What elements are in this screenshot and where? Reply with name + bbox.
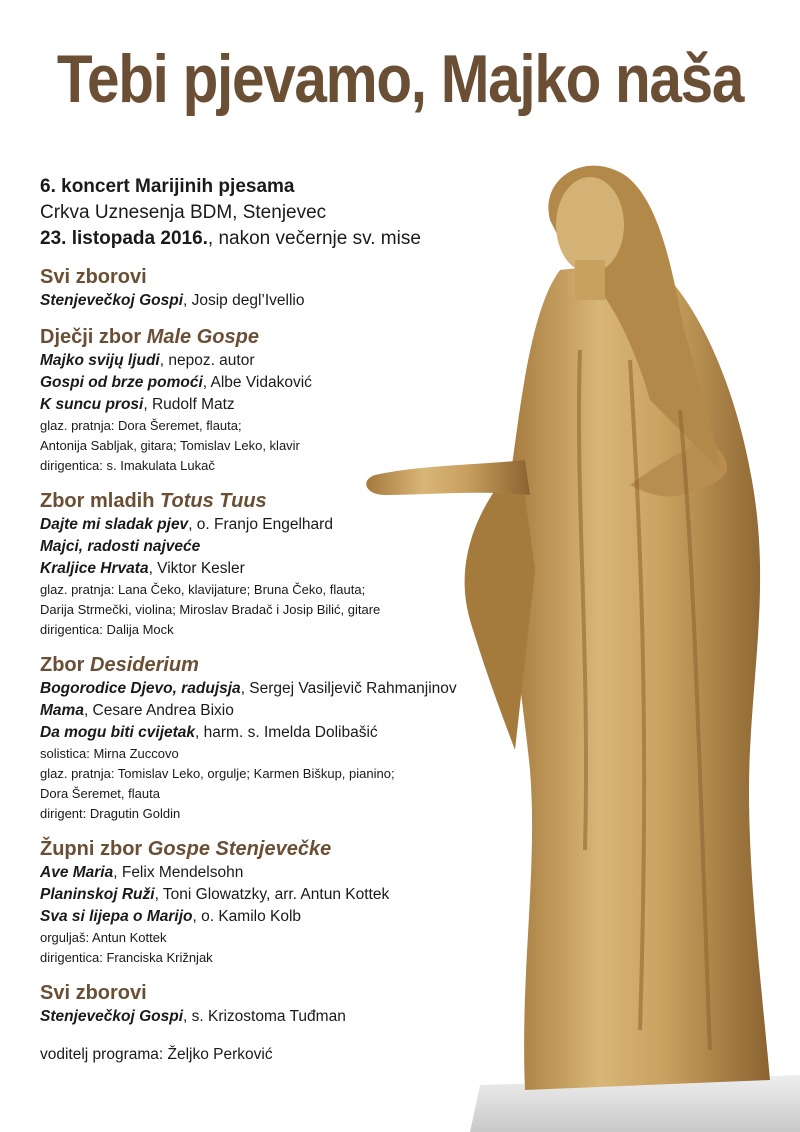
performer-note: Dora Šeremet, flauta: [40, 786, 160, 801]
choir-title: [40, 324, 560, 350]
song-composer: , Rudolf Matz: [143, 396, 235, 413]
song-composer: , harm. s. Imelda Dolibašić: [195, 724, 378, 741]
program-section: [40, 488, 560, 640]
song-item: [40, 884, 560, 906]
song-item: [40, 350, 560, 372]
song-composer: , nepoz. autor: [159, 352, 255, 369]
song-composer: , Sergej Vasiljevič Rahmanjinov: [240, 680, 457, 697]
concert-venue: Crkva Uznesenja BDM, Stenjevec: [40, 202, 327, 223]
song-title: Stenjevečkoj Gospi: [40, 292, 183, 309]
song-title: Majko svijų ljudi: [40, 352, 160, 369]
performer-note: dirigentica: Dalija Mock: [40, 622, 174, 637]
concert-date: 23. listopada 2016.: [40, 228, 208, 249]
song-title: Stenjevečkoj Gospi: [40, 1008, 183, 1025]
performer-note: glaz. pratnja: Lana Čeko, klavijature; Bruna Čeko, flauta;: [40, 582, 366, 597]
song-item: [40, 372, 560, 394]
song-title: Dajte mi sladak pjev: [40, 516, 189, 533]
song-composer: , s. Krizostoma Tuđman: [183, 1008, 346, 1025]
concert-intro: [40, 174, 560, 252]
performer-note: dirigentica: s. Imakulata Lukač: [40, 458, 215, 473]
song-title: Majci, radosti najveće: [40, 538, 201, 555]
program-sections: [40, 264, 560, 1028]
song-title: Da mogu biti cvijetak: [40, 724, 196, 741]
program-section: [40, 980, 560, 1028]
concert-name: 6. koncert Marijinih pjesama: [40, 176, 295, 197]
performer-note: glaz. pratnja: Tomislav Leko, orgulje; Karmen Biškup, pianino;: [40, 766, 395, 781]
song-title: Bogorodice Djevo, radujsja: [40, 680, 241, 697]
song-composer: , Toni Glowatzky, arr. Antun Kottek: [154, 886, 390, 903]
poster-title: Tebi pjevamo, Majko naša: [56, 41, 744, 117]
concert-time: , nakon večernje sv. mise: [207, 228, 421, 249]
performer-note: Darija Strmečki, violina; Miroslav Bradač i Josip Bilić, gitare: [40, 602, 381, 617]
program-host: voditelj programa: Željko Perković: [40, 1046, 273, 1063]
song-composer: , o. Kamilo Kolb: [192, 908, 302, 925]
song-item: [40, 1006, 560, 1028]
song-item: [40, 722, 560, 744]
choir-title-name: Totus Tuus: [160, 490, 267, 512]
choir-title-text: Zbor mladih: [40, 490, 160, 512]
choir-title-text: Župni zbor: [40, 838, 148, 860]
song-item: [40, 536, 560, 558]
program-section: [40, 836, 560, 968]
choir-title: [40, 488, 560, 514]
choir-title-text: Svi zborovi: [40, 982, 147, 1004]
choir-title-text: Dječji zbor: [40, 326, 147, 348]
song-composer: , Josip degl’Ivellio: [183, 292, 305, 309]
program-content: [40, 174, 560, 1066]
song-item: [40, 862, 560, 884]
song-item: [40, 394, 560, 416]
song-composer: , Albe Vidaković: [202, 374, 312, 391]
song-composer: , o. Franjo Engelhard: [188, 516, 333, 533]
song-title: Gospi od brze pomoći: [40, 374, 203, 391]
song-title: K suncu prosi: [40, 396, 144, 413]
performer-note: Antonija Sabljak, gitara; Tomislav Leko, klavir: [40, 438, 300, 453]
song-title: Ave Maria: [40, 864, 114, 881]
song-item: [40, 700, 560, 722]
choir-title-text: Zbor: [40, 654, 90, 676]
choir-title: [40, 980, 560, 1006]
program-section: [40, 264, 560, 312]
choir-title: [40, 836, 560, 862]
song-item: [40, 906, 560, 928]
song-composer: , Viktor Kesler: [148, 560, 245, 577]
song-composer: , Felix Mendelsohn: [113, 864, 244, 881]
song-composer: , Cesare Andrea Bixio: [83, 702, 234, 719]
program-section: [40, 324, 560, 476]
performer-note: orguljaš: Antun Kottek: [40, 930, 167, 945]
song-item: [40, 514, 560, 536]
performer-note: solistica: Mirna Zuccovo: [40, 746, 179, 761]
song-item: [40, 558, 560, 580]
choir-title-text: Svi zborovi: [40, 266, 147, 288]
song-item: [40, 678, 560, 700]
choir-title-name: Gospe Stenjevečke: [147, 838, 332, 860]
choir-title-name: Desiderium: [90, 654, 199, 676]
song-item: [40, 290, 560, 312]
song-title: Sva si lijepa o Marijo: [40, 908, 193, 925]
choir-title: [40, 652, 560, 678]
song-title: Kraljice Hrvata: [40, 560, 149, 577]
choir-title-name: Male Gospe: [146, 326, 259, 348]
concert-date-line: [40, 226, 560, 252]
performer-note: dirigent: Dragutin Goldin: [40, 806, 181, 821]
performer-note: dirigentica: Franciska Križnjak: [40, 950, 213, 965]
performer-note: glaz. pratnja: Dora Šeremet, flauta;: [40, 418, 242, 433]
program-section: [40, 652, 560, 824]
song-title: Mama: [40, 702, 84, 719]
choir-title: [40, 264, 560, 290]
song-title: Planinskoj Ruži: [40, 886, 155, 903]
